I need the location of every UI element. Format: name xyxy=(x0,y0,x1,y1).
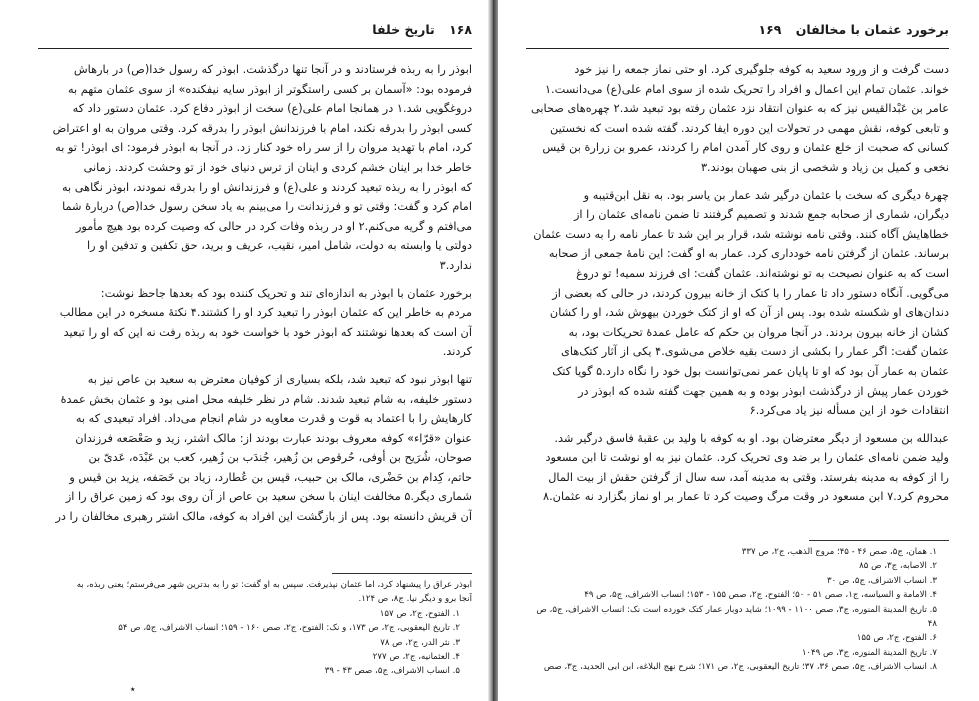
footnote-line: ۲. تاریخ الیعقوبی، ج۲، ص ۱۷۳، و نک: الفتوح، ج۲، صص ۱۶۰ - ۱۵۹؛ انساب الاشراف، ج۵، ص ۵۴ xyxy=(118,623,460,634)
text-line: دست گرفت و از ورود سعید به کوفه جلوگیری کرد. او حتی نماز جمعه را نیز خود xyxy=(574,63,949,76)
text-line: حاتم، کِدام بن حَضْری، مالک بن حبیب، قیس بن عُطارد، زیاد بن خَصَفه، یزید بن قیس و xyxy=(69,470,472,484)
footnote-rule xyxy=(332,573,472,574)
footnote-line: ۵. انساب الاشراف، ج۵، صص ۴۳ - ۳۹ xyxy=(324,666,460,677)
right-page-body xyxy=(526,60,949,507)
text-line: امام کرد و گفت: وقتی تو و فرزندانت را می‌بینم به یاد سخن رسول خدا(ص) دربارهٔ شما xyxy=(62,200,472,214)
right-page-number: ۱۶۹ xyxy=(758,22,782,37)
text-line: انتقادات خود از این مسأله نیز یاد می‌کرد.۶ xyxy=(749,404,949,418)
text-line: و تابعی کوفه، نقش مهمی در تحولات این دوره ایفا کردند. گفته شده است که نخستین xyxy=(550,121,949,135)
text-line: که ابوذر را به ربذه تبعید کردند و علی(ع) و فرزندانش او را بدرقه نمودند، ابوذر نگاهی به xyxy=(61,180,472,194)
text-line: صوحان، شُرَیح بن أوفی، حُرقوص بن زُهیر، جُندَب بن زُهیر، کعب بن عَبْدَه، عَدیّ بن xyxy=(88,451,472,465)
footnote-line: ابوذر عراق را پیشنهاد کرد، اما عثمان نپذیرفت. سپس به او گفت: تو را به بدترین شهر می‌فرستم؛ یعنی ربذه، به xyxy=(76,580,472,590)
text-line: آن است که بعدها نوشتند که ابوذر خود با خواست خود به ربذه رفت نه این که او را تبعید xyxy=(63,325,472,339)
footnote-line: ۲. الاصابه، ج۳، ص ۸۵ xyxy=(859,561,937,572)
footnote-line: ۴. الامامة و السیاسه، ج۱، صص ۵۱ - ۵۰؛ الفتوح، ج۲، صص ۱۵۵ - ۱۵۳؛ انساب الاشراف، ج۵، ص ۴۹ xyxy=(584,590,937,601)
text-line: کردند. xyxy=(442,345,472,359)
text-line: مردم به خاطر این که عثمان ابوذر را تبعید کرد او را کشتند.۴ نکتهٔ مسخره در این مطالب xyxy=(59,306,472,320)
text-line: عثمان گفت: اگر عمار را بکشی از دست بقیه خلاص می‌شوی.۴ یکی از آثار کتک‌های xyxy=(561,345,949,359)
text-line: دیگران، شماری از صحابه جمع شدند و تصمیم گرفتند تا ضمن نامه‌ای عثمان را از xyxy=(573,208,949,222)
paragraph xyxy=(526,186,949,421)
text-line: عنوان «قرّاء» کوفه معروف بودند عبارت بودند از: مالک اشتر، زید و صَعْصَعه فرزندان xyxy=(75,431,472,445)
paragraph xyxy=(526,60,949,178)
text-line: کشان از خانه بیرون بردند. در آنجا مروان بن حکم که عامل عمدهٔ تحریکات بود، به xyxy=(568,325,949,339)
text-line: برخورد عثمان با ابوذر به اندازه‌ای تند و تحریک کننده بود که بعدها جاحظ نوشت: xyxy=(100,286,472,300)
paragraph xyxy=(38,284,472,362)
right-footnotes xyxy=(526,540,949,675)
footnote-line: ۷. تاریخ المدینة المنوره، ج۳، ص ۱۰۴۹ xyxy=(801,647,937,658)
footnote-line: ۱. همان، ج۵، صص ۴۶ - ۴۵؛ مروج الذهب، ج۲، ص ۳۳۷ xyxy=(741,547,937,557)
left-page-number: ۱۶۸ xyxy=(449,22,472,37)
left-running-title: تاریخ خلفا xyxy=(372,22,435,37)
footnote-line: ۶. الفتوح، ج۲، ص ۱۵۵ xyxy=(856,633,937,644)
text-line: ابوذر را به ربذه فرستادند و در آنجا تنها درگذشت. ابوذر که رسول خدا(ص) در بارهاش xyxy=(73,63,472,76)
text-line: کسی ابوذر را بدرقه نکند، امام با فرزندانش ابوذر را بدرقه کرد. وقتی مروان به او اعتراض xyxy=(52,121,472,135)
book-gutter xyxy=(488,0,498,701)
text-line: می‌گویی. آنگاه دستور داد تا عمار را با کتک از خانه بیرون کردند، در حالی که بعضی از xyxy=(552,286,949,300)
text-line: آن قریش دانسته بود. پس از بازگشت این افراد به کوفه، مالک اشتر رهبری مخالفان را در xyxy=(55,510,472,524)
paragraph xyxy=(526,429,949,507)
footnote-line: ۳. نثر الدر، ج۲، ص ۷۸ xyxy=(380,637,460,648)
text-line: را از کوفه به مدینه بفرستد. وقتی به مدینه آمد، سه سال از گرفتن حقش از بیت المال xyxy=(548,470,949,484)
footnote-line: ۱. الفتوح، ج۲، ص ۱۵۷ xyxy=(379,608,460,619)
text-line: محروم کرد.۷ ابن مسعود در وقت مرگ وصیت کرد تا عمار بر او نماز بگزارد نه عثمان.۸ xyxy=(543,490,949,504)
text-line: کسانی که صحبت از خلع عثمان و روی کار آمدن امام را کردند، عمرو بن زرارة بن قیس xyxy=(542,141,949,155)
right-page-header xyxy=(526,22,949,49)
footnote-line: آنجا برو و دیگر نیا. ج۸، ص ۱۲۴. xyxy=(358,594,472,605)
text-line: کرد، امام با تهدید مروان را از سر راه خود کنار زد. در آنجا به ابوذر فرمود: ای ابوذر! تو به xyxy=(55,141,472,155)
text-line: خطاهایش آگاه کنند. وقتی نامه نوشته شد، قرار بر این شد تا عمار نامه را به دست عثمان xyxy=(533,227,949,241)
left-footnotes xyxy=(38,573,472,679)
paragraph xyxy=(38,370,472,527)
footnote-line: ۴. العثمانیه، ج۲، ص ۲۷۷ xyxy=(372,651,460,662)
text-line: تنها ابوذر نبود که تبعید شد، بلکه بسیاری از کوفیان معترض به سعید بن عاص نیز به xyxy=(87,372,472,386)
text-line: چهرهٔ دیگری که سخت با عثمان درگیر شد عمار بن یاسر بود. به نقل ابن‌قتیبه و xyxy=(583,188,949,202)
text-line: خاطر خدا بر اینان خشم کردی و اینان از ترس دنیای خود از تو وحشت کردند. زمانی xyxy=(83,160,472,174)
text-line: ولید ضمن نامه‌ای عثمان را بر ضد وی تحریک کرد. عثمان نیز به او نوشت تا ابن مسعود xyxy=(545,451,949,465)
page-mark: ٭ xyxy=(130,684,136,695)
text-line: برساند. عثمان از گرفتن نامه خودداری کرد. عمار به او گفت: این نامهٔ جمعی از صحابه xyxy=(548,247,949,261)
text-line: دستور خلیفه، به شام تبعید شدند. شام در نظر خلیفه محل امنی بود و عثمان بخش عمدهٔ xyxy=(60,392,472,406)
text-line: دندان‌های او شکسته شده بود. پس از آن که او از کتک خوردن بیهوش شد، او را کشان xyxy=(549,306,949,320)
text-line: کارهایش را با اعتماد به قوت و قدرت معاویه در شام انجام می‌داد. افراد تبعیدی که به xyxy=(75,412,472,426)
paragraph xyxy=(38,60,472,276)
text-line: دروغگویی شد.۱ در همانجا امام علی(ع) سخت از ابوذر دفاع کرد. عثمان دستور داد که xyxy=(72,102,472,116)
text-line: خوردن عمار پیش از درگذشت ابوذر بوده و به همین جهت گفته شده که ابوذر در xyxy=(578,384,949,398)
text-line: عامر بن عَبْدالقیس نیز که به عنوان انتقاد نزد عثمان رفته بود تبعید شد.۲ چهره‌های صحابی xyxy=(530,102,949,116)
text-line: خواند. عثمان تمام این اعمال و افراد را تحریک شده از سوی امام علی(ع) می‌دانست.۱ xyxy=(544,82,949,96)
left-page-body xyxy=(38,60,472,527)
text-line: می‌افتم و گریه می‌کنم.۲ او در ربذه وفات کرد در حالی که وصیت کرده بود هیچ مأمور xyxy=(75,219,472,233)
text-line: عثمان به عمار آن بود که او تا پایان عمر نمی‌توانست بول خود را نگاه دارد.۵ گویا کتک xyxy=(552,364,949,378)
text-line: فرموده بود: «آسمان بر کسی راستگوتر از ابوذر سایه نیفکنده» از سوی عثمان متهم به xyxy=(67,82,472,96)
text-line: دولتی یا وابسته به دولت، شامل امیر، نقیب، عریف و برید، حق تکفین و تدفین او را xyxy=(87,239,472,253)
text-line: شماری دیگر.۵ مخالفت اینان با سخن سعید بن عاص از آن روی بود که زمین عراق را از xyxy=(65,490,472,504)
left-page xyxy=(0,0,488,701)
footnote-line: ۴۸ xyxy=(927,618,937,629)
text-line: عبدالله بن مسعود از دیگر معترضان بود. او به کوفه با ولید بن عقبهٔ فاسق درگیر شد. xyxy=(554,431,949,445)
footnote-rule xyxy=(809,540,949,541)
right-running-title: برخورد عثمان با مخالفان xyxy=(795,22,949,37)
text-line: است که به عنوان نصیحت به تو نوشته‌اند. عثمان گفت: ای فرزند سمیه! تو دروغ xyxy=(576,266,949,280)
right-page xyxy=(498,0,979,701)
footnote-line: ۵. تاریخ المدینة المنوره، ج۳، صص ۱۱۰۰ - ۱۰۹۹؛ شاید دوبار عمار کتک خورده است نک: انساب الاشراف، ج۵، ص xyxy=(536,604,937,615)
text-line: نخعی و کمیل بن زیاد و شخصی از بنی صهبان بودند.۳ xyxy=(700,160,949,174)
footnote-line: ۳. انساب الاشراف، ج۵، ص ۳۰ xyxy=(826,575,937,586)
left-page-header xyxy=(38,22,472,49)
footnote-line: ۸. انساب الاشراف، ج۵، صص ۳۶، ۳۷؛ تاریخ الیعقوبی، ج۲، ص ۱۷۱؛ شرح نهج البلاغه، ابن ابی الحدید، ج۳، صص xyxy=(543,662,937,673)
text-line: ندارد.۳ xyxy=(439,258,472,272)
